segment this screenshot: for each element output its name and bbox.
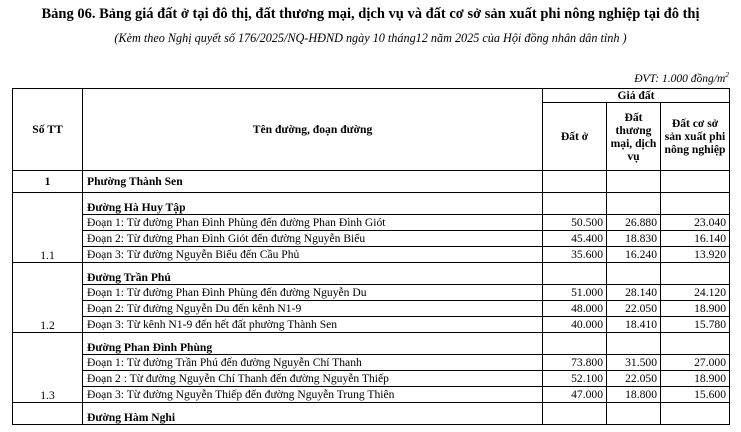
empty-cell bbox=[661, 171, 730, 193]
segment-name: Đoạn 1: Từ đường Trần Phú đến đường Nguyễn Chí Thanh bbox=[83, 355, 543, 371]
segment-row bbox=[13, 371, 730, 387]
price-dat-o: 45.400 bbox=[543, 231, 607, 247]
empty-cell bbox=[607, 193, 661, 215]
segment-row bbox=[13, 247, 730, 263]
street-stt: 1.1 bbox=[13, 193, 83, 263]
street-name: Đường Trần Phú bbox=[83, 263, 543, 285]
segment-row bbox=[13, 285, 730, 301]
street-stt: 1.3 bbox=[13, 333, 83, 403]
price-dat-o: 35.600 bbox=[543, 247, 607, 263]
table-title: Bảng 06. Bảng giá đất ở tại đô thị, đất thương mại, dịch vụ và đất cơ sở sản xuất phi nông nghiệp tại đô thị bbox=[41, 6, 700, 22]
price-dat-sx: 13.920 bbox=[661, 247, 730, 263]
segment-row bbox=[13, 387, 730, 403]
ward-stt: 1 bbox=[13, 171, 83, 193]
price-dat-tmdv: 31.500 bbox=[607, 355, 661, 371]
price-dat-sx: 15.600 bbox=[661, 387, 730, 403]
street-stt: 1.2 bbox=[13, 263, 83, 333]
unit-note bbox=[634, 70, 729, 85]
empty-cell bbox=[607, 333, 661, 355]
ward-name: Phường Thành Sen bbox=[83, 171, 543, 193]
header-stt: Số TT bbox=[13, 89, 83, 171]
empty-cell bbox=[661, 193, 730, 215]
segment-name: Đoạn 1: Từ đường Phan Đình Phùng đến đường Nguyễn Du bbox=[83, 285, 543, 301]
segment-name: Đoạn 3: Từ đường Nguyễn Thiếp đến đường Nguyễn Trung Thiên bbox=[83, 387, 543, 403]
price-dat-sx: 18.900 bbox=[661, 301, 730, 317]
segment-name: Đoạn 2: Từ đường Nguyễn Du đến kênh N1-9 bbox=[83, 301, 543, 317]
price-dat-tmdv: 28.140 bbox=[607, 285, 661, 301]
price-dat-tmdv: 22.050 bbox=[607, 301, 661, 317]
empty-cell bbox=[661, 263, 730, 285]
ward-row bbox=[13, 171, 730, 193]
table-subtitle: (Kèm theo Nghị quyết số 176/2025/NQ-HĐND ngày 10 tháng12 năm 2025 của Hội đồng nhân dân tỉnh ) bbox=[114, 31, 627, 45]
price-dat-o: 51.000 bbox=[543, 285, 607, 301]
price-dat-sx: 24.120 bbox=[661, 285, 730, 301]
header-name: Tên đường, đoạn đường bbox=[83, 89, 543, 171]
price-dat-o: 52.100 bbox=[543, 371, 607, 387]
segment-row bbox=[13, 317, 730, 333]
header-dat-sx: Đất cơ sở sản xuất phi nông nghiệp bbox=[661, 103, 730, 171]
segment-row bbox=[13, 231, 730, 247]
price-dat-tmdv: 22.050 bbox=[607, 371, 661, 387]
empty-cell bbox=[661, 403, 730, 425]
empty-cell bbox=[661, 333, 730, 355]
price-dat-tmdv: 18.830 bbox=[607, 231, 661, 247]
street-row bbox=[13, 263, 730, 285]
price-dat-tmdv: 18.410 bbox=[607, 317, 661, 333]
price-dat-o: 73.800 bbox=[543, 355, 607, 371]
price-dat-o: 40.000 bbox=[543, 317, 607, 333]
empty-cell bbox=[543, 193, 607, 215]
price-dat-tmdv: 18.800 bbox=[607, 387, 661, 403]
empty-cell bbox=[543, 263, 607, 285]
empty-cell bbox=[543, 403, 607, 425]
unit-superscript: 2 bbox=[725, 70, 729, 79]
segment-name: Đoạn 3: Từ kênh N1-9 đến hết đất phường Thành Sen bbox=[83, 317, 543, 333]
street-row bbox=[13, 193, 730, 215]
segment-row bbox=[13, 355, 730, 371]
price-dat-sx: 16.140 bbox=[661, 231, 730, 247]
segment-name: Đoạn 1: Từ đường Phan Đình Phùng đến đường Phan Đình Giót bbox=[83, 215, 543, 231]
empty-cell bbox=[543, 333, 607, 355]
segment-name: Đoạn 2: Từ đường Phan Đình Giót đến đường Nguyễn Biểu bbox=[83, 231, 543, 247]
price-dat-o: 47.000 bbox=[543, 387, 607, 403]
segment-row bbox=[13, 215, 730, 231]
header-gia-dat: Giá đất bbox=[543, 89, 730, 103]
header-dat-o: Đất ở bbox=[543, 103, 607, 171]
segment-name: Đoạn 3: Từ đường Nguyễn Biểu đến Cầu Phủ bbox=[83, 247, 543, 263]
price-dat-sx: 15.780 bbox=[661, 317, 730, 333]
segment-name: Đoạn 2 : Từ đường Nguyễn Chí Thanh đến đường Nguyễn Thiếp bbox=[83, 371, 543, 387]
price-dat-sx: 23.040 bbox=[661, 215, 730, 231]
street-row bbox=[13, 403, 730, 425]
empty-cell bbox=[607, 403, 661, 425]
empty-cell bbox=[607, 263, 661, 285]
street-name: Đường Hàm Nghi bbox=[83, 403, 543, 425]
segment-row bbox=[13, 301, 730, 317]
price-dat-o: 48.000 bbox=[543, 301, 607, 317]
street-name: Đường Phan Đình Phùng bbox=[83, 333, 543, 355]
price-dat-tmdv: 16.240 bbox=[607, 247, 661, 263]
header-dat-tmdv: Đất thương mại, dịch vụ bbox=[607, 103, 661, 171]
price-dat-tmdv: 26.880 bbox=[607, 215, 661, 231]
price-table bbox=[12, 88, 730, 425]
street-name: Đường Hà Huy Tập bbox=[83, 193, 543, 215]
unit-text: ĐVT: 1.000 đồng/m bbox=[634, 72, 726, 85]
price-dat-sx: 18.900 bbox=[661, 371, 730, 387]
price-dat-sx: 27.000 bbox=[661, 355, 730, 371]
street-stt bbox=[13, 403, 83, 425]
empty-cell bbox=[543, 171, 607, 193]
empty-cell bbox=[607, 171, 661, 193]
street-row bbox=[13, 333, 730, 355]
price-dat-o: 50.500 bbox=[543, 215, 607, 231]
